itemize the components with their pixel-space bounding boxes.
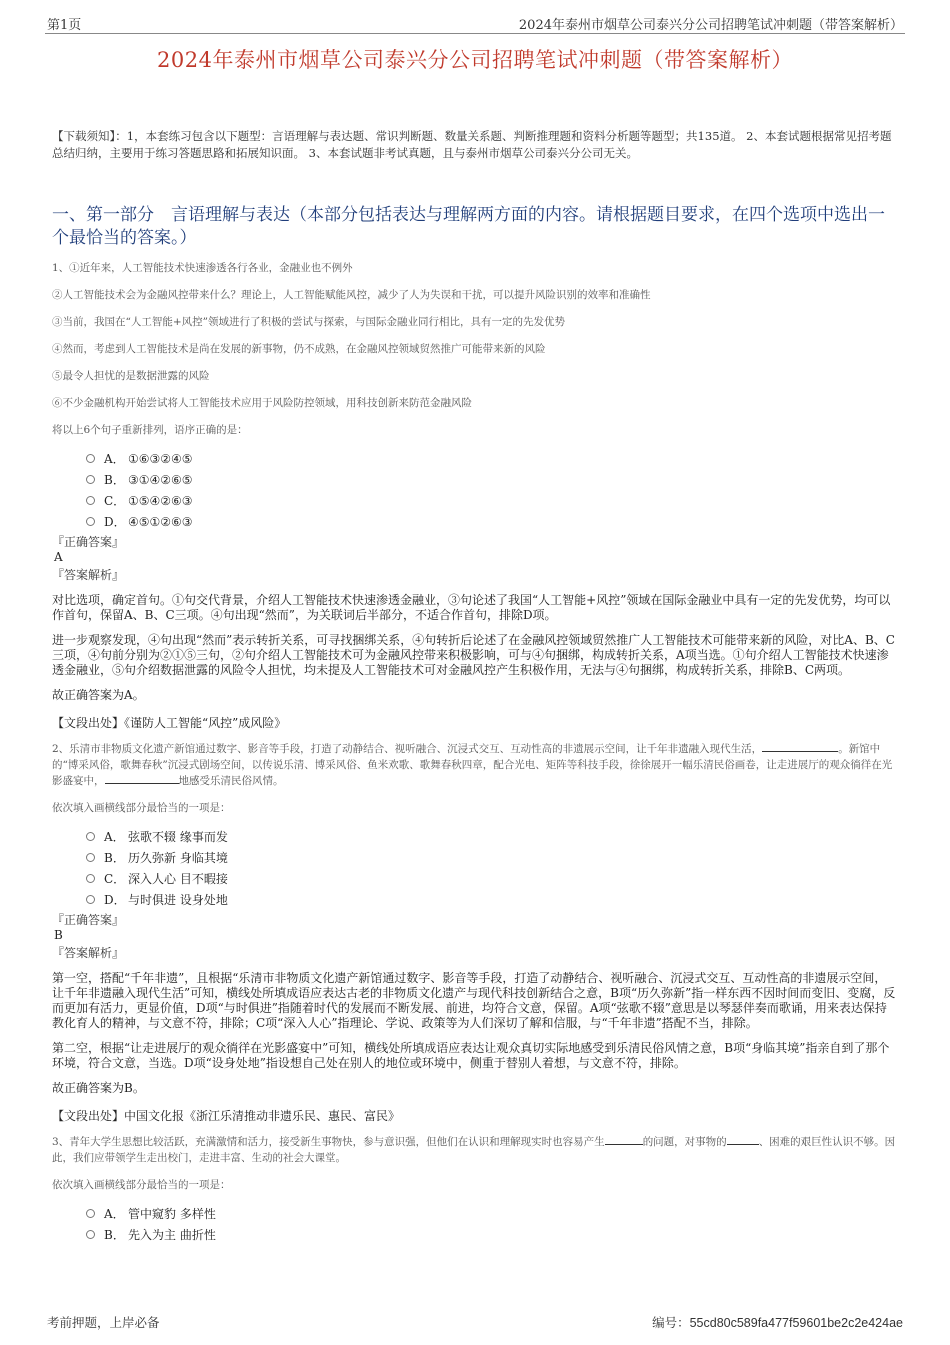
q1-option-d[interactable] <box>86 511 898 532</box>
blank-line <box>762 741 838 752</box>
document-body <box>52 128 898 1245</box>
q3-stem <box>52 1134 898 1166</box>
option-text: 管中窥豹 多样性 <box>128 1207 216 1221</box>
page-header <box>45 14 905 34</box>
q2-analysis-tag: 『答案解析』 <box>52 946 125 960</box>
radio-icon[interactable] <box>86 1230 95 1239</box>
q1-sentence-2: ②人工智能技术会为金融风控带来什么？理论上，人工智能赋能风控，减少了人为失误和干扰，可以提升风险识别的效率和准确性 <box>52 289 651 301</box>
option-text: ①⑥③②④⑤ <box>128 451 193 466</box>
radio-icon[interactable] <box>86 496 95 505</box>
option-key: B． <box>104 1228 125 1242</box>
q3-stem-part-1: 3、青年大学生思想比较活跃，充满激情和活力，接受新生事物快，参与意识强，但他们在认识和理解现实时也容易产生 <box>52 1136 605 1148</box>
option-key: A． <box>104 1207 125 1221</box>
document-title: 2024年泰州市烟草公司泰兴分公司招聘笔试冲刺题（带答案解析） <box>157 48 793 72</box>
q1-sentence-5: ⑤最令人担忧的是数据泄露的风险 <box>52 370 210 382</box>
option-key: B． <box>104 473 125 487</box>
radio-icon[interactable] <box>86 1209 95 1218</box>
radio-icon[interactable] <box>86 475 95 484</box>
code-value: 55cd80c589fa477f59601be2c2e424ae <box>689 1316 903 1330</box>
option-key: A． <box>104 830 125 844</box>
q1-options <box>86 448 898 532</box>
radio-icon[interactable] <box>86 832 95 841</box>
q2-analysis-1: 第一空，搭配“千年非遗”，且根据“乐清市非物质文化遗产新馆通过数字、影音等手段，打造了动静结合、视听融合、沉浸式交互、互动性高的非遗展示空间，让千年非遗融入现代生活”可知，横线处所填成语应表达古老的非物质文化遗产与现代科技创新结合之意，B项“历久弥新”指一样东西不因时间而变旧、变腐，反而更加有活力，更显价值，D项“与时俱进”指随着时代的发展而不断发展、前进，均符合文意，保留。A项“弦歌不辍”意思是以琴瑟伴奏而歌诵，用来表达保持教化育人的精神，与文意不符，排除；C项“深入人心”指理论、学说、政策等为人们深切了解和信服，与“千年非遗”搭配不当，排除。 <box>52 971 896 1030</box>
option-key: D． <box>104 893 126 907</box>
q2-option-d[interactable] <box>86 889 898 910</box>
option-key: A． <box>104 452 125 466</box>
page-number: 第1页 <box>47 18 82 33</box>
page-footer <box>45 1313 905 1331</box>
option-key: C． <box>104 494 126 508</box>
q1-analysis-2: 进一步观察发现，④句出现“然而”表示转折关系，可寻找捆绑关系，④句转折后论述了在金融风控领域贸然推广人工智能技术可能带来新的风险，对比A、B、C三项，④句前分别为②①⑤三句，②句介绍人工智能技术可为金融风控带来积极影响，可与④句捆绑，构成转折关系，A项当选。①句介绍人工智能技术快速渗透金融业，⑤句介绍数据泄露的风险令人担忧，均未提及人工智能技术可对金融风控产生积极作用，无法与④句捆绑，构成转折关系，排除B、C两项。 <box>52 633 895 677</box>
q2-answer: B <box>54 928 63 942</box>
q2-option-c[interactable] <box>86 868 898 889</box>
q2-answer-tag: 『正确答案』 <box>52 913 125 927</box>
question-1 <box>52 260 898 731</box>
q1-option-b[interactable] <box>86 469 898 490</box>
q3-option-b[interactable] <box>86 1224 898 1245</box>
q1-option-c[interactable] <box>86 490 898 511</box>
option-key: B． <box>104 851 125 865</box>
blank-line <box>727 1134 759 1145</box>
q2-stem-part-1: 2、乐清市非物质文化遗产新馆通过数字、影音等手段，打造了动静结合、视听融合、沉浸式交互、互动性高的非遗展示空间，让千年非遗融入现代生活， <box>52 743 763 755</box>
q3-stem-part-3: 、困难的艰巨性认识不够。因此，我们应带领学生走出校门，走进丰富、生动的社会大课堂。 <box>52 1136 896 1164</box>
option-text: ①⑤④②⑥③ <box>128 493 193 508</box>
q2-option-a[interactable] <box>86 826 898 847</box>
q2-stem-part-2: 。新馆中的“博采风俗，歌舞春秋”沉浸式剧场空间，以传说乐清、博采风俗、鱼米欢歌、歌舞春秋四章，配合光电、矩阵等科技手段，徐徐展开一幅乐清民俗画卷，让走进展厅的观众徜徉在光影盛宴中， <box>52 743 893 787</box>
q3-prompt: 依次填入画横线部分最恰当的一项是： <box>52 1179 231 1191</box>
q1-sentence-4: ④然而，考虑到人工智能技术是尚在发展的新事物，仍不成熟，在金融风控领域贸然推广可能带来新的风险 <box>52 343 546 355</box>
blank-line <box>605 1134 643 1145</box>
question-3 <box>52 1134 898 1245</box>
footer-slogan: 考前押题，上岸必备 <box>47 1315 160 1330</box>
q3-options <box>86 1203 898 1245</box>
radio-icon[interactable] <box>86 874 95 883</box>
q1-answer: A <box>54 550 63 564</box>
q1-sentence-3: ③当前，我国在“人工智能+风控”领域进行了积极的尝试与探索，与国际金融业同行相比，具有一定的先发优势 <box>52 316 566 328</box>
document-code <box>652 1313 903 1331</box>
q3-option-a[interactable] <box>86 1203 898 1224</box>
q1-answer-tag: 『正确答案』 <box>52 535 125 549</box>
radio-icon[interactable] <box>86 517 95 526</box>
q2-analysis-2: 第二空，根据“让走进展厅的观众徜徉在光影盛宴中”可知，横线处所填成语应表达让观众真切实际地感受到乐清民俗风情之意，B项“身临其境”指亲自到了那个环境，符合文意，当选。D项“设身处地”指设想自己处在别人的地位或环境中，侧重于替别人着想，与文意不符，排除。 <box>52 1041 890 1070</box>
option-text: 先入为主 曲折性 <box>128 1228 216 1242</box>
q1-option-a[interactable] <box>86 448 898 469</box>
q1-analysis-1: 对比选项，确定首句。①句交代背景，介绍人工智能技术快速渗透金融业，③句论述了我国“人工智能+风控”领域在国际金融业中具有一定的先发优势，均可以作首句，保留A、B、C三项。④句出现“然而”，为关联词后半部分，不适合作首句，排除D项。 <box>52 593 891 622</box>
option-text: ④⑤①②⑥③ <box>128 514 193 529</box>
option-key: D． <box>104 515 126 529</box>
option-text: 深入人心 目不暇接 <box>128 872 228 886</box>
q1-sentence-1: 1、①近年来，人工智能技术快速渗透各行各业，金融业也不例外 <box>52 262 353 274</box>
radio-icon[interactable] <box>86 853 95 862</box>
code-label: 编号： <box>652 1315 690 1330</box>
q2-prompt: 依次填入画横线部分最恰当的一项是： <box>52 802 231 814</box>
radio-icon[interactable] <box>86 454 95 463</box>
option-text: 与时俱进 设身处地 <box>128 893 228 907</box>
blank-line <box>105 773 179 784</box>
q1-sentence-6: ⑥不少金融机构开始尝试将人工智能技术应用于风险防控领域，用科技创新来防范金融风险 <box>52 397 472 409</box>
q1-source: 【文段出处】《谨防人工智能“风控”成风险》 <box>52 716 287 730</box>
q2-source: 【文段出处】中国文化报《浙江乐清推动非遗乐民、惠民、富民》 <box>52 1109 401 1123</box>
section-title: 一、第一部分 言语理解与表达（本部分包括表达与理解两方面的内容。请根据题目要求，在四个选项中选出一个最恰当的答案。） <box>52 205 885 248</box>
option-text: 历久弥新 身临其境 <box>128 851 228 865</box>
header-doc-title: 2024年泰州市烟草公司泰兴分公司招聘笔试冲刺题（带答案解析） <box>518 18 903 33</box>
q1-prompt: 将以上6个句子重新排列，语序正确的是： <box>52 424 248 436</box>
q2-stem-part-3: 地感受乐清民俗风情。 <box>178 775 284 787</box>
q2-stem <box>52 741 898 789</box>
q2-options <box>86 826 898 910</box>
q2-option-b[interactable] <box>86 847 898 868</box>
q1-analysis-3: 故正确答案为A。 <box>52 688 145 702</box>
radio-icon[interactable] <box>86 895 95 904</box>
q2-analysis-3: 故正确答案为B。 <box>52 1081 145 1095</box>
option-text: 弦歌不辍 缘事而发 <box>128 830 228 844</box>
q3-stem-part-2: 的问题，对事物的 <box>642 1136 727 1148</box>
question-2 <box>52 741 898 1124</box>
option-key: C． <box>104 872 126 886</box>
download-notice: 【下载须知】：1，本套练习包含以下题型：言语理解与表达题、常识判断题、数量关系题、判断推理题和资料分析题等题型；共135道。 2、本套试题根据常见招考题总结归纳，主要用于练习答题思路和拓展知识面。 3、本套试题非考试真题，且与泰州市烟草公司泰兴分公司无关。 <box>52 129 892 160</box>
option-text: ③①④②⑥⑤ <box>128 472 193 487</box>
q1-analysis-tag: 『答案解析』 <box>52 568 125 582</box>
